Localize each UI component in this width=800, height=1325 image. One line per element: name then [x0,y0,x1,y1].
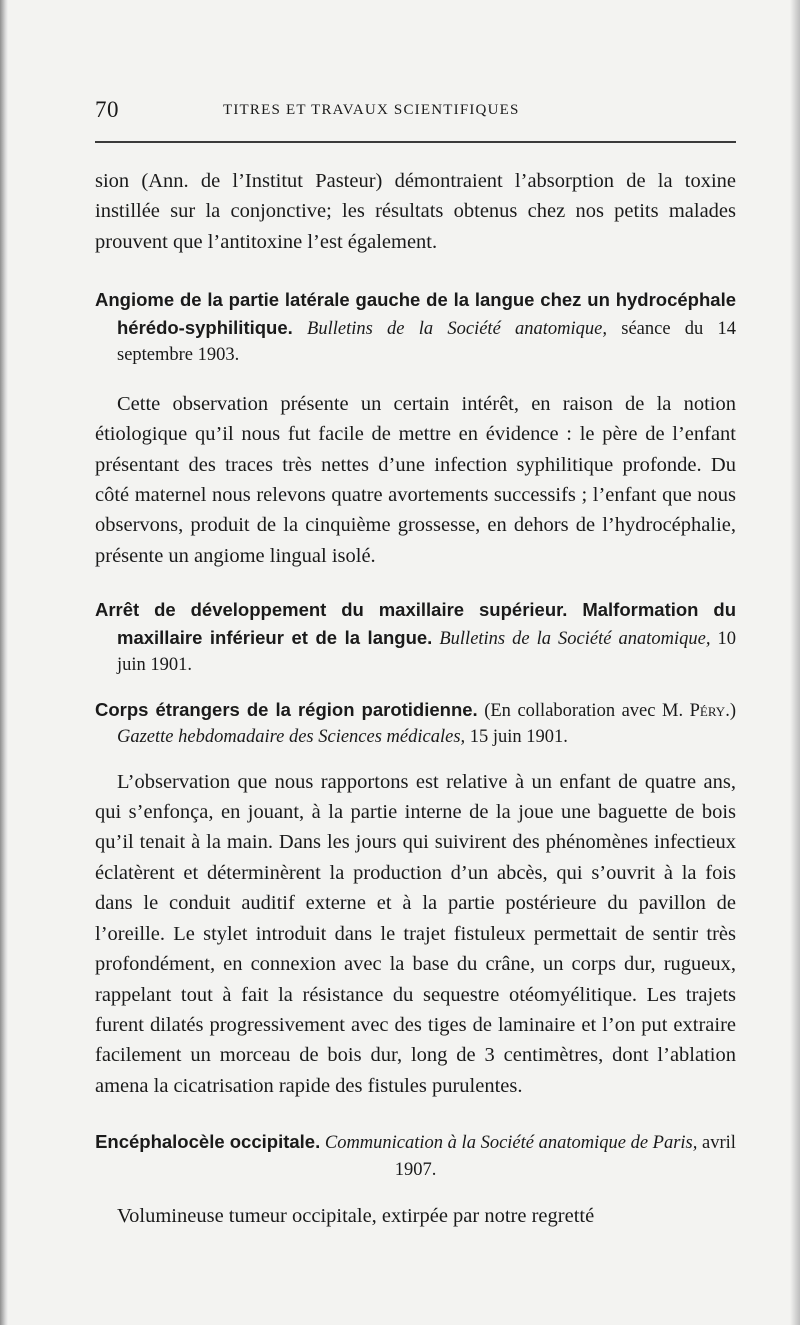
entry-title: Angiome de la partie latérale gauche de la langue chez un hydrocéphale hérédo-syphilitique. [95,289,736,338]
entry-arret-developpement [95,597,736,679]
page-header [95,97,735,129]
entry-publication: Gazette hebdomadaire des Sciences médicales, [117,727,466,748]
paragraph-angiome-description: Cette observation présente un certain intérêt, en raison de la notion étiologique qu’il nous fut facile de mettre en évidence : le père de l’enfant présentant des traces très nettes d’une infection syphilitique profonde. Du côté maternel nous relevons quatre avortements successifs ; l’enfant que nous observons, produit de la cinquième grossesse, en dehors de l’hydrocéphalie, présente un angiome lingual isolé. [95,392,736,567]
paragraph-encephalocele-description: Volumineuse tumeur occipitale, extirpée par notre regretté [117,1205,595,1228]
entry-collaborator-name: Péry [689,700,726,721]
entry-date: 10 juin 1901. [117,628,737,676]
paragraph-corps-description: L’observation que nous rapportons est relative à un enfant de quatre ans, qui s’enfonça, en jouant, à la partie interne de la joue une baguette de bois qu’il tenait à la main. Dans les jours qui suivirent des phénomènes infectieux éclatèrent et déterminèrent la production d’un abcès, qui s’ouvrit à la fois dans le conduit auditif externe et à la partie postérieure du pavillon de l’oreille. Le stylet introduit dans le trajet fistuleux permettait de sentir très profondément, en connexion avec la base du crâne, un corps dur, rugueux, rappelant tout à fait la résistance du sequestre otéomyélitique. Les trajets furent dilatés progressivement avec des tiges de laminaire et l’on put extraire facilement un morceau de bois dur, long de 3 centimètres, dont l’ablation amena la cicatrisation rapide des fistules purulentes. [95,770,736,1097]
entry-encephalocele [95,1129,736,1183]
entry-date: séance du 14 septembre 1903. [117,318,737,366]
entry-collaboration: (En collaboration avec M. [484,700,684,721]
entry-corps-etrangers [95,697,736,751]
entry-title: Corps étrangers de la région parotidienne. [95,698,478,720]
header-rule [95,141,736,143]
page-body [95,166,736,1232]
entry-date: avril 1907. [394,1133,736,1180]
running-title: TITRES ET TRAVAUX SCIENTIFIQUES [223,102,520,118]
paragraph-continuation: sion (Ann. de l’Institut Pasteur) démontraient l’absorption de la toxine instillée sur la conjonctive; les résultats obtenus chez nos petits malades prouvent que l’antitoxine l’est également. [95,170,736,253]
entry-publication: Communication à la Société anatomique de Paris, [324,1133,698,1154]
entry-title: Arrêt de développement du maxillaire supérieur. Malformation du maxillaire inférieur et de la langue. [95,599,736,648]
entry-angiome [95,287,736,369]
entry-publication: Bulletins de la Société anatomique, [439,628,711,649]
entry-date: 15 juin 1901. [469,727,568,748]
entry-title: Encéphalocèle occipitale. [95,1131,321,1153]
entry-collaboration-close: .) [725,700,736,721]
page-number: 70 [95,97,119,122]
entry-publication: Bulletins de la Société anatomique, [307,318,607,339]
